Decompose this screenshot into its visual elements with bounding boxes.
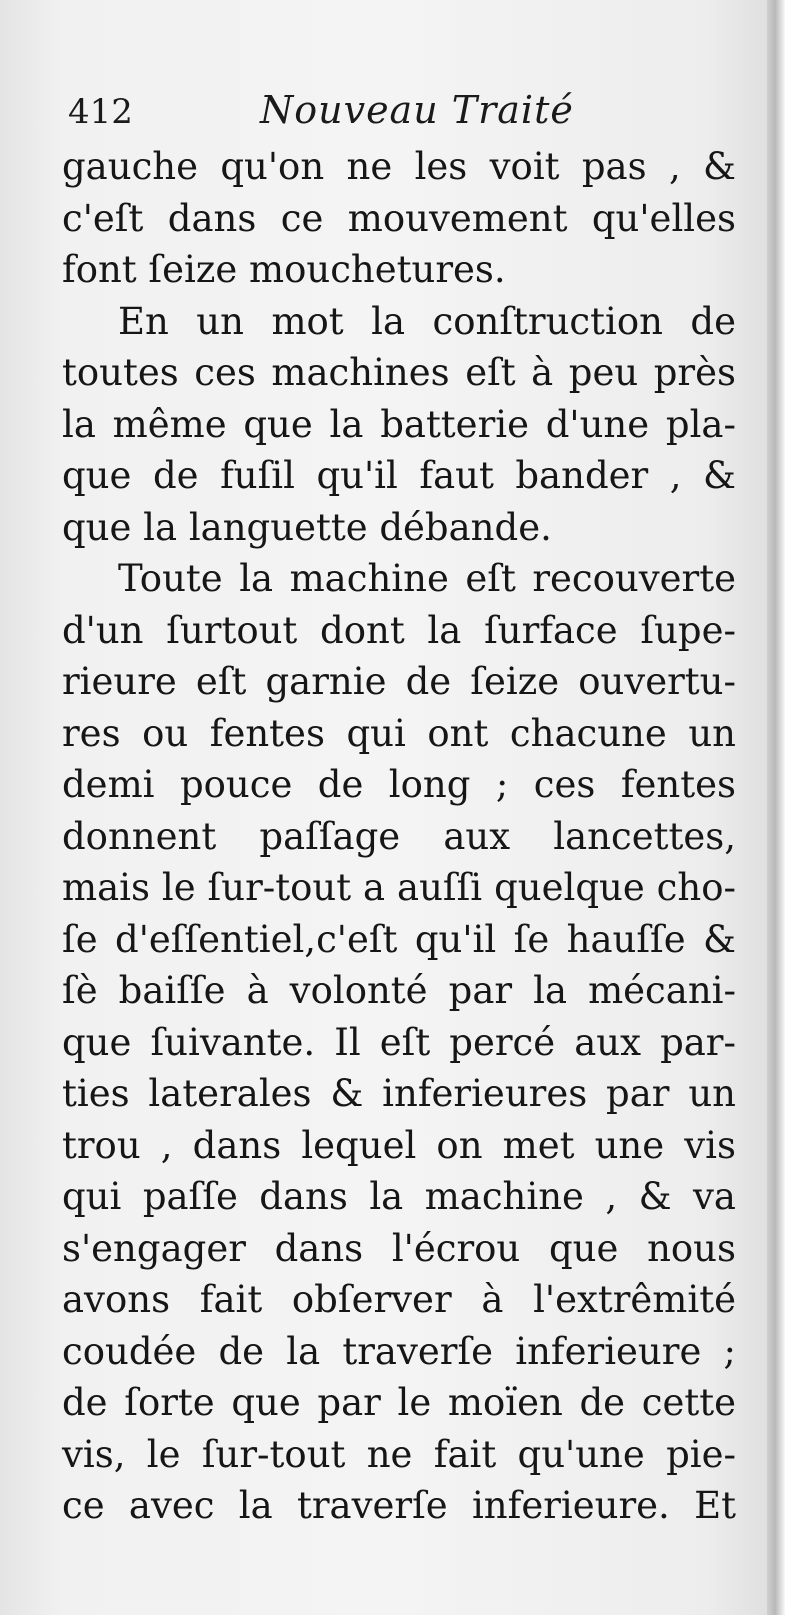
running-title: Nouveau Traité [260, 88, 574, 132]
text-line: la même que la batterie d'une pla- [62, 402, 736, 446]
text-line: ce avec la traverſe inferieure. Et [62, 1484, 736, 1527]
page-edge-shadow [767, 0, 785, 1615]
text-line: de ſorte que par le moïen de cette [62, 1381, 736, 1424]
text-line: mais le ſur-tout a auſſi quelque cho- [62, 866, 736, 909]
text-line: d'un ſurtout dont la ſurface ſupe- [62, 608, 736, 652]
text-line: gauche qu'on ne les voit pas , & [62, 145, 736, 188]
text-line: demi pouce de long ; ces fentes [62, 763, 736, 806]
text-line: En un mot la conſtruction de [118, 299, 736, 343]
text-line: ties laterales & inferieures par un [62, 1072, 736, 1115]
text-line: c'eſt dans ce mouvement qu'elles [62, 196, 736, 240]
text-line: donnent paſſage aux lancettes, [62, 814, 736, 858]
text-line: qui paſſe dans la machine , & va [62, 1175, 736, 1218]
text-line: ſè baiſſe à volonté par la mécani- [62, 969, 736, 1012]
text-line: que ſuivante. Il eſt percé aux par- [62, 1020, 736, 1064]
page-header [68, 88, 588, 138]
text-line: que la languette débande. [62, 505, 552, 549]
text-line: avons fait obſerver à l'extrêmité [62, 1278, 736, 1321]
text-line: Toute la machine eſt recouverte [118, 557, 736, 600]
body-text [62, 141, 736, 1532]
text-line: res ou fentes qui ont chacune un [62, 711, 736, 755]
text-line: que de fuſil qu'il faut bander , & [62, 454, 736, 497]
text-line: s'engager dans l'écrou que nous [62, 1226, 736, 1270]
text-line: vis, le ſur-tout ne fait qu'une pie- [62, 1432, 736, 1476]
text-line: rieure eſt garnie de ſeize ouvertu- [62, 660, 736, 703]
text-line: coudée de la traverſe inferieure ; [62, 1329, 736, 1373]
text-line: font ſeize mouchetures. [62, 248, 506, 291]
text-line: ſe d'eſſentiel,c'eſt qu'il ſe hauſſe & [62, 917, 736, 961]
text-line: toutes ces machines eſt à peu près [62, 351, 736, 394]
text-line: trou , dans lequel on met une vis [62, 1123, 736, 1167]
page-number: 412 [68, 92, 133, 132]
